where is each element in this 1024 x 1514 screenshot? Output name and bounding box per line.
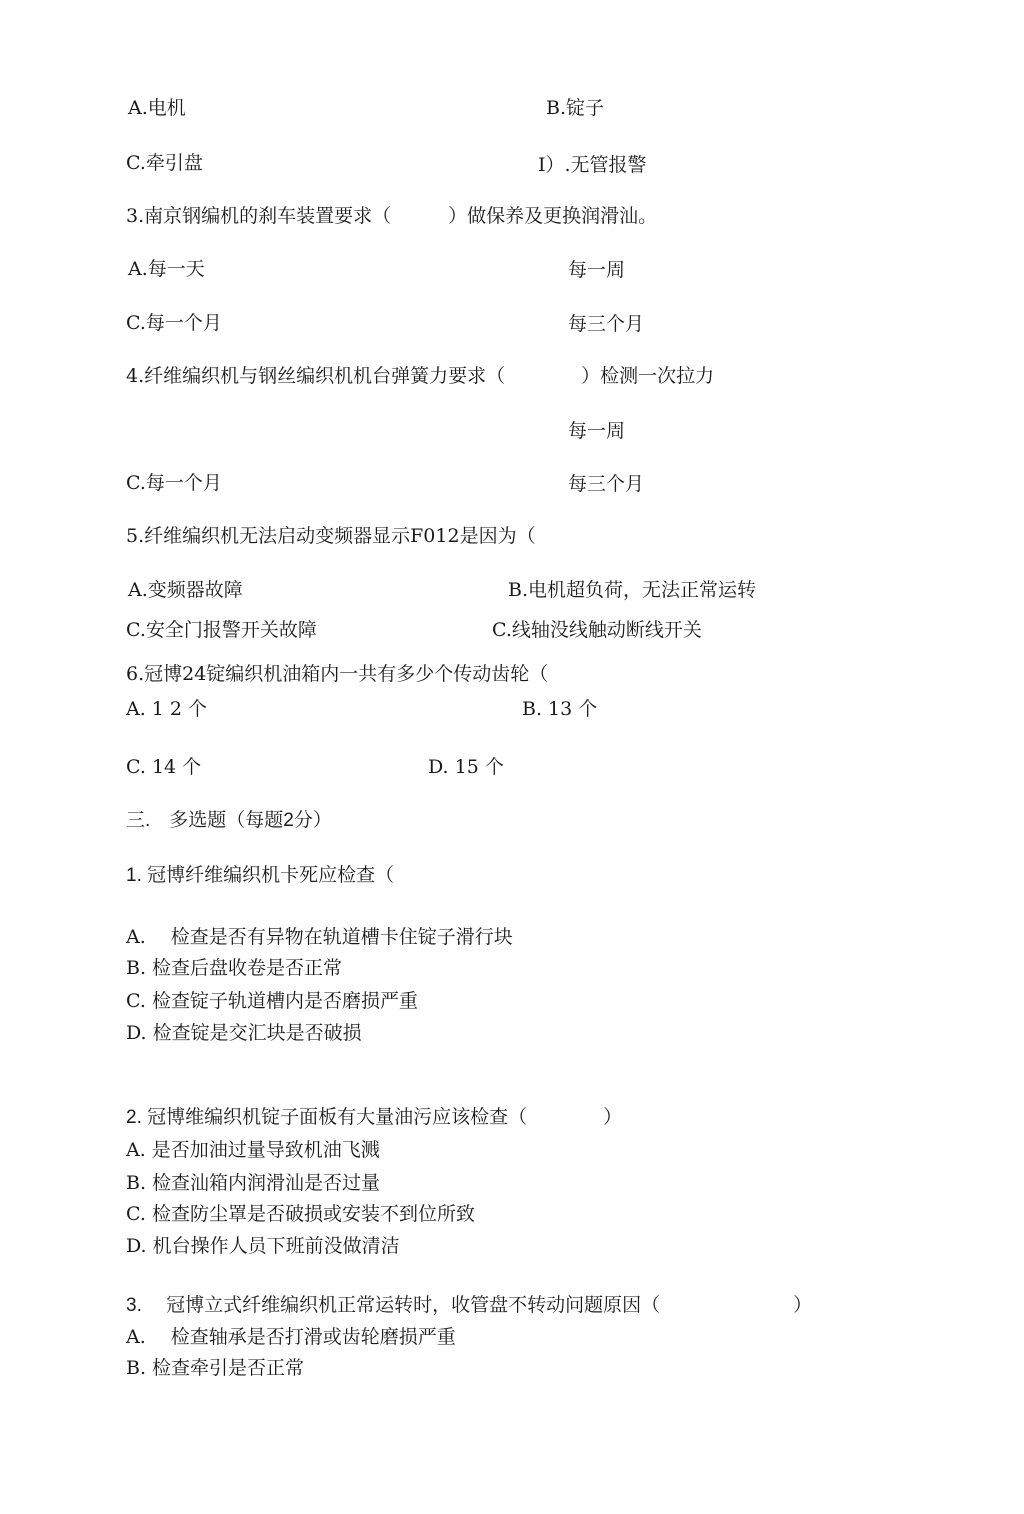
m3-option-a: A. 检查轴承是否打滑或齿轮磨损严重 (126, 1326, 456, 1348)
m1-stem: 1. 冠博纤维编织机卡死应检查（ (126, 865, 395, 886)
m1-option-b: B. 检查后盘收卷是否正常 (126, 957, 343, 979)
q3-option-a: A.每一天 (128, 258, 205, 280)
q4-option-c: C.每一个月 (126, 472, 222, 494)
q4-stem: 4.纤维编织机与钢丝编织机机台弹簧力要求（ ）检测一次拉力 (126, 365, 715, 387)
q2-option-a: A.电机 (128, 97, 186, 119)
q3-option-c: C.每一个月 (126, 312, 222, 334)
q5-option-b: B.电机超负荷，无法正常运转 (508, 579, 757, 601)
m2-option-a: A. 是否加油过量导致机油飞溅 (126, 1139, 380, 1161)
q5-option-d: C.线轴没线触动断线开关 (492, 619, 702, 641)
q3-stem: 3.南京钢编机的刹车装置要求（ ）做保养及更换润滑汕。 (126, 205, 658, 227)
q2-option-d: I）.无管报警 (538, 154, 647, 176)
q6-option-c: C. 14 个 (126, 756, 202, 778)
m2-option-d: D. 机台操作人员下班前没做清洁 (126, 1235, 400, 1257)
q6-option-b: B. 13 个 (522, 698, 598, 720)
section-3-heading: 三. 多选题（每题2分） (126, 810, 332, 831)
m1-option-c: C. 检查锭子轨道槽内是否磨损严重 (126, 990, 418, 1012)
m1-option-d: D. 检查锭是交汇块是否破损 (126, 1022, 362, 1044)
q2-option-b: B.锭子 (546, 97, 605, 119)
m3-option-b: B. 检查牵引是否正常 (126, 1357, 305, 1379)
q6-option-a: A. 1 2 个 (126, 698, 208, 720)
q4-option-b: 每一周 (568, 420, 626, 442)
q4-option-d: 每三个月 (568, 473, 645, 495)
m3-stem: 3. 冠博立式纤维编织机正常运转时，收管盘不转动问题原因（ ） (126, 1295, 813, 1316)
m1-option-a: A. 检查是否有异物在轨道槽卡住锭子滑行块 (126, 926, 513, 948)
q5-stem: 5.纤维编织机无法启动变频器显示F012是因为（ (126, 525, 536, 547)
q6-option-d: D. 15 个 (428, 756, 504, 778)
q5-option-a: A.变频器故障 (128, 579, 243, 601)
m2-option-c: C. 检查防尘罩是否破损或安装不到位所致 (126, 1203, 475, 1225)
q2-option-c: C.牵引盘 (126, 152, 203, 174)
m2-stem: 2. 冠博维编织机锭子面板有大量油污应该检查（ ） (126, 1107, 623, 1128)
m2-option-b: B. 检查汕箱内润滑汕是否过量 (126, 1172, 381, 1194)
q5-option-c: C.安全门报警开关故障 (126, 619, 317, 641)
q3-option-d: 每三个月 (568, 313, 645, 335)
q6-stem: 6.冠博24锭编织机油箱内一共有多少个传动齿轮（ (126, 663, 549, 685)
q3-option-b: 每一周 (568, 259, 626, 281)
